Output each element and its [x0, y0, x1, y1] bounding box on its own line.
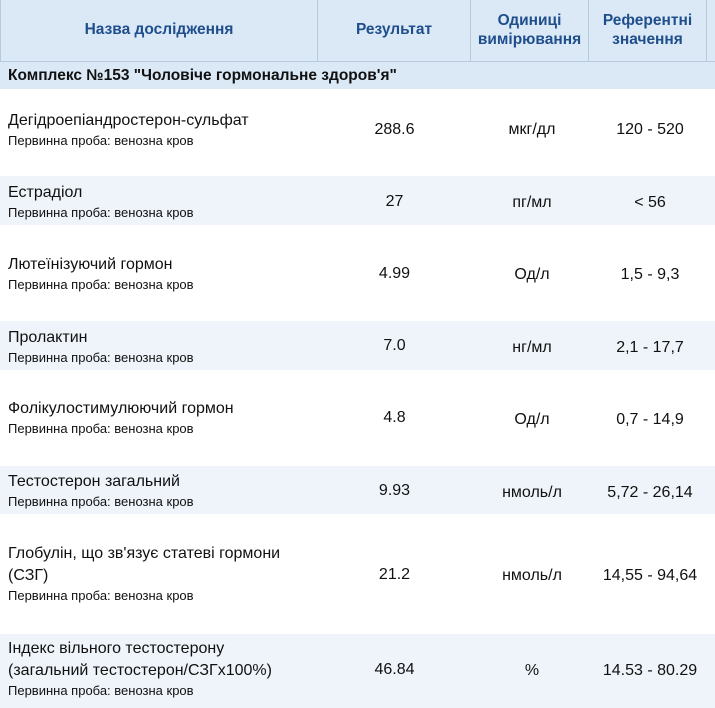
unit-value: Од/л [514, 266, 550, 283]
sample-type: Первинна проба: венозна кров [8, 494, 194, 509]
unit-value: Од/л [514, 411, 550, 428]
result-value: 288.6 [374, 121, 415, 138]
test-name-line-2: (СЗГ) [8, 567, 49, 584]
header-test-name-label: Назва дослідження [84, 21, 234, 39]
sample-type: Первинна проба: венозна кров [8, 683, 194, 698]
header-units-label [478, 12, 581, 49]
table-row [0, 176, 715, 225]
unit-value: % [524, 662, 540, 679]
sample-type: Первинна проба: венозна кров [8, 421, 194, 436]
test-name-line-1: Індекс вільного тестостерону [8, 640, 225, 657]
unit-value: мкг/дл [508, 121, 556, 138]
table-row [0, 514, 715, 634]
header-reference [589, 0, 707, 62]
table-row [0, 634, 715, 708]
test-name: Фолікулостимулюючий гормон [8, 400, 234, 417]
sample-type: Первинна проба: венозна кров [8, 588, 194, 603]
sample-type: Первинна проба: венозна кров [8, 350, 194, 365]
header-test-name [0, 0, 318, 62]
unit-value: нмоль/л [502, 567, 562, 584]
result-value: 9.93 [378, 482, 411, 499]
reference-range: 14,55 - 94,64 [602, 567, 698, 584]
header-reference-label [603, 12, 692, 49]
sample-type: Первинна проба: венозна кров [8, 205, 194, 220]
sample-type: Первинна проба: венозна кров [8, 277, 194, 292]
unit-value: нмоль/л [502, 484, 562, 501]
sample-type: Первинна проба: венозна кров [8, 133, 194, 148]
reference-range: 1,5 - 9,3 [620, 266, 680, 283]
reference-range: < 56 [634, 194, 666, 211]
test-name: Пролактин [8, 329, 88, 346]
table-row [0, 225, 715, 321]
header-units [471, 0, 589, 62]
unit-value: пг/мл [512, 194, 552, 211]
result-value: 4.8 [383, 409, 406, 426]
header-units-line-1: Одиниці [497, 12, 562, 30]
reference-range: 5,72 - 26,14 [607, 484, 693, 501]
reference-range: 0,7 - 14,9 [616, 411, 684, 428]
section-title: Комплекс №153 "Чоловіче гормональне здоров'я" [0, 62, 715, 89]
test-name: Лютеїнізуючий гормон [8, 256, 173, 273]
table-row [0, 321, 715, 370]
header-units-line-2: вимірювання [477, 30, 582, 48]
unit-value: нг/мл [512, 339, 552, 356]
table-row [0, 370, 715, 466]
reference-range: 14.53 - 80.29 [602, 662, 698, 679]
header-spacer [707, 0, 715, 62]
result-value: 46.84 [374, 661, 415, 678]
result-value: 4.99 [378, 265, 411, 282]
test-name: Дегідроепіандростерон-сульфат [8, 112, 249, 129]
header-result-label: Результат [355, 21, 433, 39]
table-header [0, 0, 715, 62]
test-name-line-2: (загальний тестостерон/СЗГх100%) [8, 662, 272, 679]
reference-range: 120 - 520 [616, 121, 684, 138]
header-result [318, 0, 471, 62]
table-row [0, 466, 715, 514]
header-reference-line-2: значення [612, 30, 683, 48]
result-value: 7.0 [383, 337, 406, 354]
result-value: 21.2 [378, 566, 411, 583]
test-name: Естрадіол [8, 184, 83, 201]
test-name-line-1: Глобулін, що зв'язує статеві гормони [8, 545, 281, 562]
result-value: 27 [385, 193, 404, 210]
header-reference-line-1: Референтні [602, 12, 693, 30]
test-name: Тестостерон загальний [8, 473, 180, 490]
reference-range: 2,1 - 17,7 [616, 339, 684, 356]
table-row [0, 89, 715, 176]
